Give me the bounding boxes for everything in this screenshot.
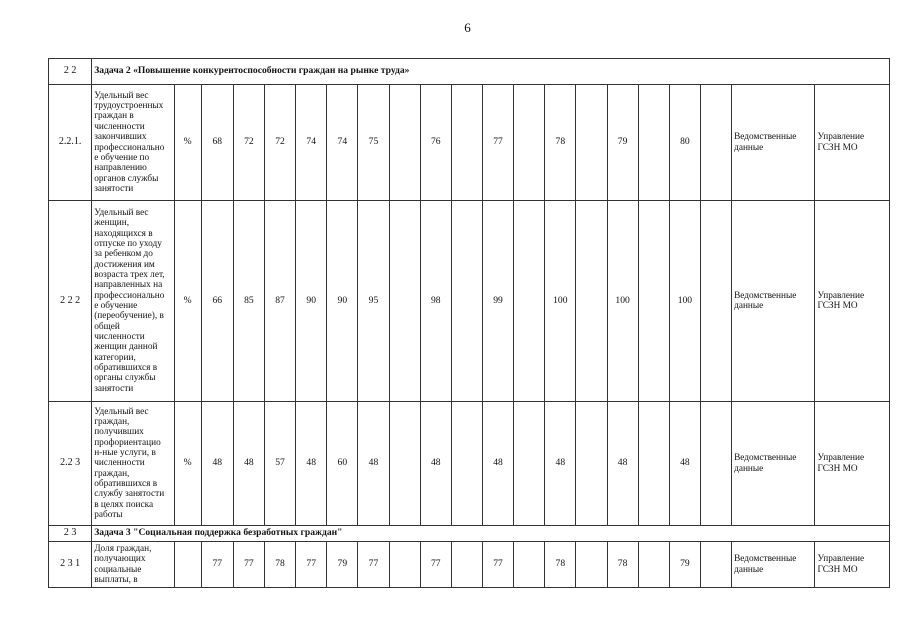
indicator-name: Удельный вес трудоустроенных граждан в численности закончивших профессионально е обучение по направлению органов службы занятости [92, 85, 174, 201]
value-cell [514, 402, 545, 526]
value-cell: 48 [607, 402, 638, 526]
value-cell [638, 542, 669, 588]
value-cell: 90 [327, 201, 358, 402]
value-cell: 48 [545, 402, 576, 526]
value-cell: 48 [296, 402, 327, 526]
value-cell: 79 [607, 85, 638, 201]
row-code: 2 3 1 [49, 542, 92, 588]
value-cell [451, 85, 482, 201]
value-cell [700, 402, 731, 526]
section-title: Задача 2 «Повышение конкурентоспособности граждан на рынке труда» [92, 59, 890, 85]
value-cell [576, 85, 607, 201]
section-row-2-2 [49, 59, 890, 85]
value-cell: 99 [482, 201, 513, 402]
value-cell [576, 402, 607, 526]
value-cell: 77 [233, 542, 264, 588]
indicator-name: Удельный вес граждан, получивших профориентацио н-ные услуги, в численности граждан, обратившихся в службу занятости в целях поиска работы [92, 402, 174, 526]
page-number: 6 [464, 20, 471, 35]
value-cell: 68 [201, 85, 233, 201]
table-row [49, 85, 890, 201]
value-cell: 48 [420, 402, 451, 526]
value-cell [389, 542, 420, 588]
value-cell [700, 542, 731, 588]
source-cell: Ведомственные данные [732, 402, 815, 526]
table-row [49, 542, 890, 588]
section-title: Задача 3 "Социальная поддержка безработных граждан" [92, 526, 890, 542]
value-cell [389, 201, 420, 402]
value-cell [700, 201, 731, 402]
section-row-2-3 [49, 526, 890, 542]
value-cell [700, 85, 731, 201]
value-cell: 87 [264, 201, 295, 402]
indicators-table [48, 58, 890, 588]
value-cell: 75 [358, 85, 389, 201]
value-cell: 100 [545, 201, 576, 402]
responsible-cell: Управление ГСЗН МО [815, 542, 890, 588]
value-cell: 85 [233, 201, 264, 402]
value-cell: 76 [420, 85, 451, 201]
value-cell: 95 [358, 201, 389, 402]
value-cell: 100 [607, 201, 638, 402]
section-code: 2 2 [49, 59, 92, 85]
value-cell: 90 [296, 201, 327, 402]
value-cell: 77 [201, 542, 233, 588]
value-cell [638, 402, 669, 526]
value-cell: 48 [233, 402, 264, 526]
value-cell: 74 [296, 85, 327, 201]
value-cell: 60 [327, 402, 358, 526]
value-cell: 77 [296, 542, 327, 588]
value-cell: 78 [607, 542, 638, 588]
value-cell [389, 85, 420, 201]
value-cell: 66 [201, 201, 233, 402]
value-cell: 57 [264, 402, 295, 526]
value-cell [451, 542, 482, 588]
unit-cell: % [174, 85, 201, 201]
value-cell [514, 85, 545, 201]
value-cell: 48 [358, 402, 389, 526]
value-cell: 80 [669, 85, 700, 201]
value-cell [451, 402, 482, 526]
responsible-cell: Управление ГСЗН МО [815, 201, 890, 402]
value-cell: 72 [264, 85, 295, 201]
value-cell [576, 201, 607, 402]
table-row [49, 402, 890, 526]
responsible-cell: Управление ГСЗН МО [815, 85, 890, 201]
row-code: 2 2 2 [49, 201, 92, 402]
indicator-name: Удельный вес женщин, находящихся в отпуске по уходу за ребенком до достижения им возраста трех лет, направленных на профессионально е обучение (переобучение), в общей численности женщин данной категории, обратившихся в органы службы занятости [92, 201, 174, 402]
value-cell: 48 [201, 402, 233, 526]
value-cell: 79 [327, 542, 358, 588]
source-cell: Ведомственные данные [732, 542, 815, 588]
value-cell: 100 [669, 201, 700, 402]
indicator-name: Доля граждан, получающих социальные выплаты, в [92, 542, 174, 588]
unit-cell: % [174, 402, 201, 526]
responsible-cell: Управление ГСЗН МО [815, 402, 890, 526]
unit-cell: % [174, 201, 201, 402]
unit-cell [174, 542, 201, 588]
value-cell: 79 [669, 542, 700, 588]
value-cell [451, 201, 482, 402]
source-cell: Ведомственные данные [732, 85, 815, 201]
value-cell: 77 [420, 542, 451, 588]
value-cell: 98 [420, 201, 451, 402]
value-cell: 72 [233, 85, 264, 201]
value-cell [576, 542, 607, 588]
value-cell: 77 [482, 85, 513, 201]
value-cell: 48 [669, 402, 700, 526]
value-cell [389, 402, 420, 526]
value-cell: 78 [264, 542, 295, 588]
value-cell: 77 [358, 542, 389, 588]
value-cell [514, 201, 545, 402]
value-cell: 48 [482, 402, 513, 526]
value-cell [638, 85, 669, 201]
source-cell: Ведомственные данные [732, 201, 815, 402]
row-code: 2.2 3 [49, 402, 92, 526]
value-cell: 78 [545, 542, 576, 588]
value-cell: 77 [482, 542, 513, 588]
section-code: 2 3 [49, 526, 92, 542]
value-cell [514, 542, 545, 588]
row-code: 2.2.1. [49, 85, 92, 201]
value-cell: 78 [545, 85, 576, 201]
table-row [49, 201, 890, 402]
value-cell [638, 201, 669, 402]
value-cell: 74 [327, 85, 358, 201]
